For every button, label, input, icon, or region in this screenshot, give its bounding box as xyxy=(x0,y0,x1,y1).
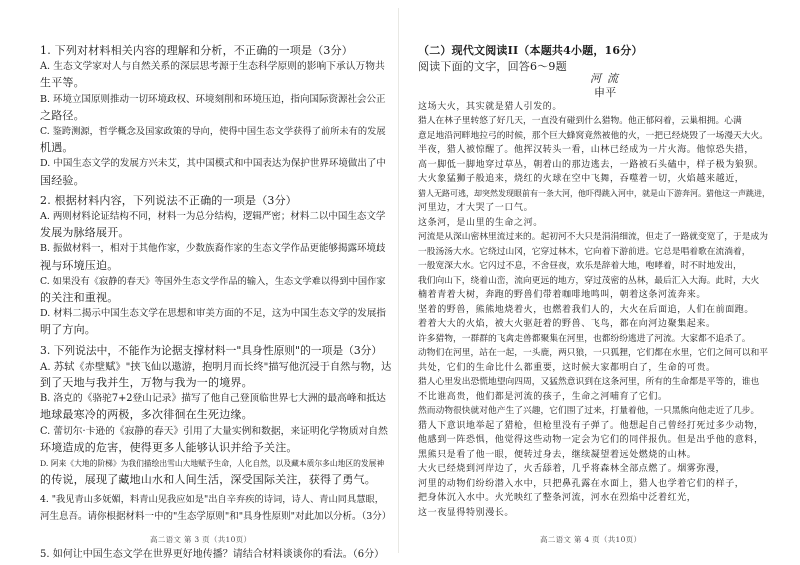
left-text-line: 的关注和重视。 xyxy=(40,291,119,304)
left-text-line: D. 阿来《大地的阶梯》为我们描绘出雪山大地赋予生命，人化自然，以及藏本质尔多山地区的发展神 xyxy=(40,459,385,468)
left-text-line: A. 苏轼《赤壁赋》"挟飞仙以遨游，抱明月而长终"描写他沉浸于自然与物，达 xyxy=(40,360,392,373)
left-text-line: A. 生态文学家对人与自然关系的深层思考源于生态科学原则的影响下承认万物共 xyxy=(40,61,385,73)
left-text-line: 2. 根据材料内容，下列说法不正确的一项是（3分） xyxy=(40,193,297,207)
left-text-line: 发展为脉络展开。 xyxy=(40,226,130,240)
story-text-line: 一股汤汤大水。它绕过山冈，它穿过林木，它向着下游前进。它总是唱着歌在流淌着， xyxy=(418,246,751,257)
left-text-line: C. 鉴跨测源，哲学概念及国家政策的导向，使得中国生态文学获得了前所未有的发展 xyxy=(40,126,386,137)
story-text-line: 然而动物很快就对他产生了兴趣，它们围了过来，打量着他，一只黑熊向他走近了几步。 xyxy=(418,406,760,417)
story-text-line: 猎人在林子里转悠了好几天，一直没有碰到什么猎物。他正郁闷着，云巢相拥。心满 xyxy=(418,116,742,127)
left-text-line: D. 中国生态文学的发展方兴未艾，其中国模式和中国表达为保护世界环境做出了中 xyxy=(40,158,386,170)
story-text-line: 意足地沿河畔地拉弓的时候，那个巨大蜂窝竟然被他的火，一把已经烧毁了一场漫天大火。 xyxy=(418,130,768,141)
story-text-line: 不比谁高贵，他们都是河流的孩子，生命之河哺育了它们。 xyxy=(418,391,668,402)
left-text-line: 5. 如何让中国生态文学在世界更好地传播？请结合材料谈谈你的看法。（6分） xyxy=(40,548,385,560)
story-text-line: 我们向山下，绕着山峦，流向更远的地方，穿过茂密的丛林，最后汇入大海。此时，大火 xyxy=(418,275,760,286)
left-text-line: 1. 下列对材料相关内容的理解和分析，不正确的一项是（3分） xyxy=(40,44,353,57)
left-text-line: B. 振做材料一，相对于其他作家，少数族裔作家的生态文学作品更能够揭露环境歧 xyxy=(40,243,386,255)
story-text-line: 高一脚低一脚地穿过草丛，朝着山的那边逃去，一路被石头磕中，样子极为狼狈。 xyxy=(418,159,764,170)
left-text-line: 的传说，展现了藏地山水和人间生活，深受国际关注，获得了勇气。 xyxy=(40,473,376,487)
left-text-line: 到了天地与我并生，万物与我为一的境界。 xyxy=(40,376,253,389)
story-text-line: 把身体沉入水中。火光映红了整条河流，河水在烈焰中泛着红光， xyxy=(418,493,697,504)
left-text-line: 机遇。 xyxy=(40,141,74,155)
left-text-line: B. 环境立国原则推动一切环境政权、环境刻削和环境压迫，指向国际资源社会公正 xyxy=(40,93,386,105)
story-text-line: 半夜，猎人被惊醒了。他挥汉转头一看，山林已经成为一片火海。他惊恐失措， xyxy=(418,145,755,156)
left-page-footer: 高二语文 第 3 页（共10页） xyxy=(150,535,252,544)
story-text-line: 他感到一阵恐惧，他觉得这些动物一定会为它们的同伴报仇。但是出乎他的意料， xyxy=(418,435,764,446)
story-title: 河流 xyxy=(590,72,624,85)
left-text-line: B. 洛克的《骆驼7+2登山记录》描写了他自己登顶临世界七大洲的最高峰和抵达 xyxy=(40,393,386,405)
left-text-line: 之路径。 xyxy=(40,108,85,122)
story-text-line: 猎人心里发出恐慌地望向四周，又猛然意识到在这条河里，所有的生命都是平等的，谁也 xyxy=(418,377,760,388)
left-text-line: 河生息吾。请你根据材料一中的"生态学原则"和"具身性原则"对此加以分析。（3分） xyxy=(40,510,392,522)
reading-instruction: 阅读下面的文字，回答6～9题 xyxy=(418,60,567,73)
story-text-line: 河流是从深山密林里流过来的。起初河不大只是涓涓细流，但走了一路就变宽了，于是成为 xyxy=(418,232,768,243)
section-heading: （二）现代文阅读II（本题共4小题，16分） xyxy=(418,44,643,57)
left-text-line: 环境造成的危害，使得更多人能够认识并给予关注。 xyxy=(40,440,298,454)
left-text-line: C. 蕾切尔·卡逊的《寂静的春天》引用了大量实例和数据，来证明化学物质对自然 xyxy=(40,425,388,437)
left-text-line: 3. 下列说法中，不能作为论据支撑材料一"具身性原则"的一项是（3分） xyxy=(40,343,383,357)
left-text-line: D. 材料二揭示中国生态文学在思想和审美方面的不足，这为中国生态文学的发展指 xyxy=(40,308,386,320)
story-author: 申平 xyxy=(594,86,617,99)
left-text-line: A. 两则材料论证结构不同，材料一为总分结构，逻辑严密；材料二以中国生态文学 xyxy=(40,211,386,222)
story-text-line: 大火已经烧到河岸边了，火舌舔着，几乎将森林全部点燃了。烟雾弥漫， xyxy=(418,464,726,475)
left-text-line: C. 如果没有《寂静的春天》等国外生态文学作品的输入，生态文学难以得到中国作家 xyxy=(40,275,386,287)
left-text-line: 地球最寒冷的两极，多次徘徊在生死边缘。 xyxy=(40,408,253,422)
story-text-line: 这场大火，其实就是猎人引发的。 xyxy=(418,102,563,112)
story-text-line: 猎人下意识地举起了猎枪，但枪里没有子弹了。他想起自己曾经打死过多少动物， xyxy=(418,420,764,431)
story-text-line: 着着大大的火焰，被大火驱赶着的野兽、飞鸟，都在向河边聚集起来。 xyxy=(418,319,716,330)
right-page-footer: 高二语文 第 4 页（共10页） xyxy=(540,535,642,544)
left-text-line: 国经验。 xyxy=(40,173,85,187)
story-text-line: 共处，它们的生命比什么都重要，这时候大家都明白了，生命的可贵。 xyxy=(418,362,716,373)
story-text-line: 楠着青着大树，奔跑的野兽们带着咖啡地鸣叫，朝着这条河流奔来。 xyxy=(418,290,707,301)
left-text-line: 明了方向。 xyxy=(40,323,96,337)
left-text-line: 视与环境压迫。 xyxy=(40,258,119,272)
story-text-line: 这一夜显得特别漫长。 xyxy=(418,507,515,518)
story-text-line: 猎人无路可逃，却突然发现眼前有一条大河，他吓得跳入河中，就是山下游奔河。猎他这一声跳进， xyxy=(418,188,770,198)
story-text-line: 河里的动物们纷纷潜入水中，只把鼻孔露在水面上，猎人也学着它们的样子， xyxy=(418,478,745,489)
story-text-line: 河里边，才大哭了一口气。 xyxy=(418,203,534,214)
story-text-line: 许多猎物，一群群的飞禽走兽都聚集在河里，也都纷纷逃进了河流。大家都不追杀了。 xyxy=(418,333,751,344)
story-text-line: 黑熊只是看了他一眼，便转过身去，继续凝望着远处燃烧的山林。 xyxy=(418,449,697,460)
page-fold xyxy=(398,8,399,553)
story-text-line: 大火象猛狮子般追来，烧红的火球在空中飞舞，吞噬着一切，火焰越来越近， xyxy=(418,174,745,185)
story-text-line: 坚着的野兽，熊熊地烧着火，也燃着我们人的，大火在后面追，人们在前面跑。 xyxy=(418,304,755,315)
story-text-line: 一般宽深大水。它闪过不息，不舍昼夜，欢乐是辞着大地，咆哮着，时不时地发出， xyxy=(418,261,742,272)
story-text-line: 这条河，是山里的生命之河。 xyxy=(418,217,543,228)
left-text-line: 生平等。 xyxy=(40,76,85,90)
left-text-line: 4. "我见青山多妩媚，料青山见我应如是"出自辛弃疾的诗词，诗人、青山同具慧眼， xyxy=(40,494,385,506)
story-text-line: 动物们在河里，站在一起，一头鹿，两只狼，一只狐狸，它们都在水里，它们之间可以和平 xyxy=(418,348,768,359)
